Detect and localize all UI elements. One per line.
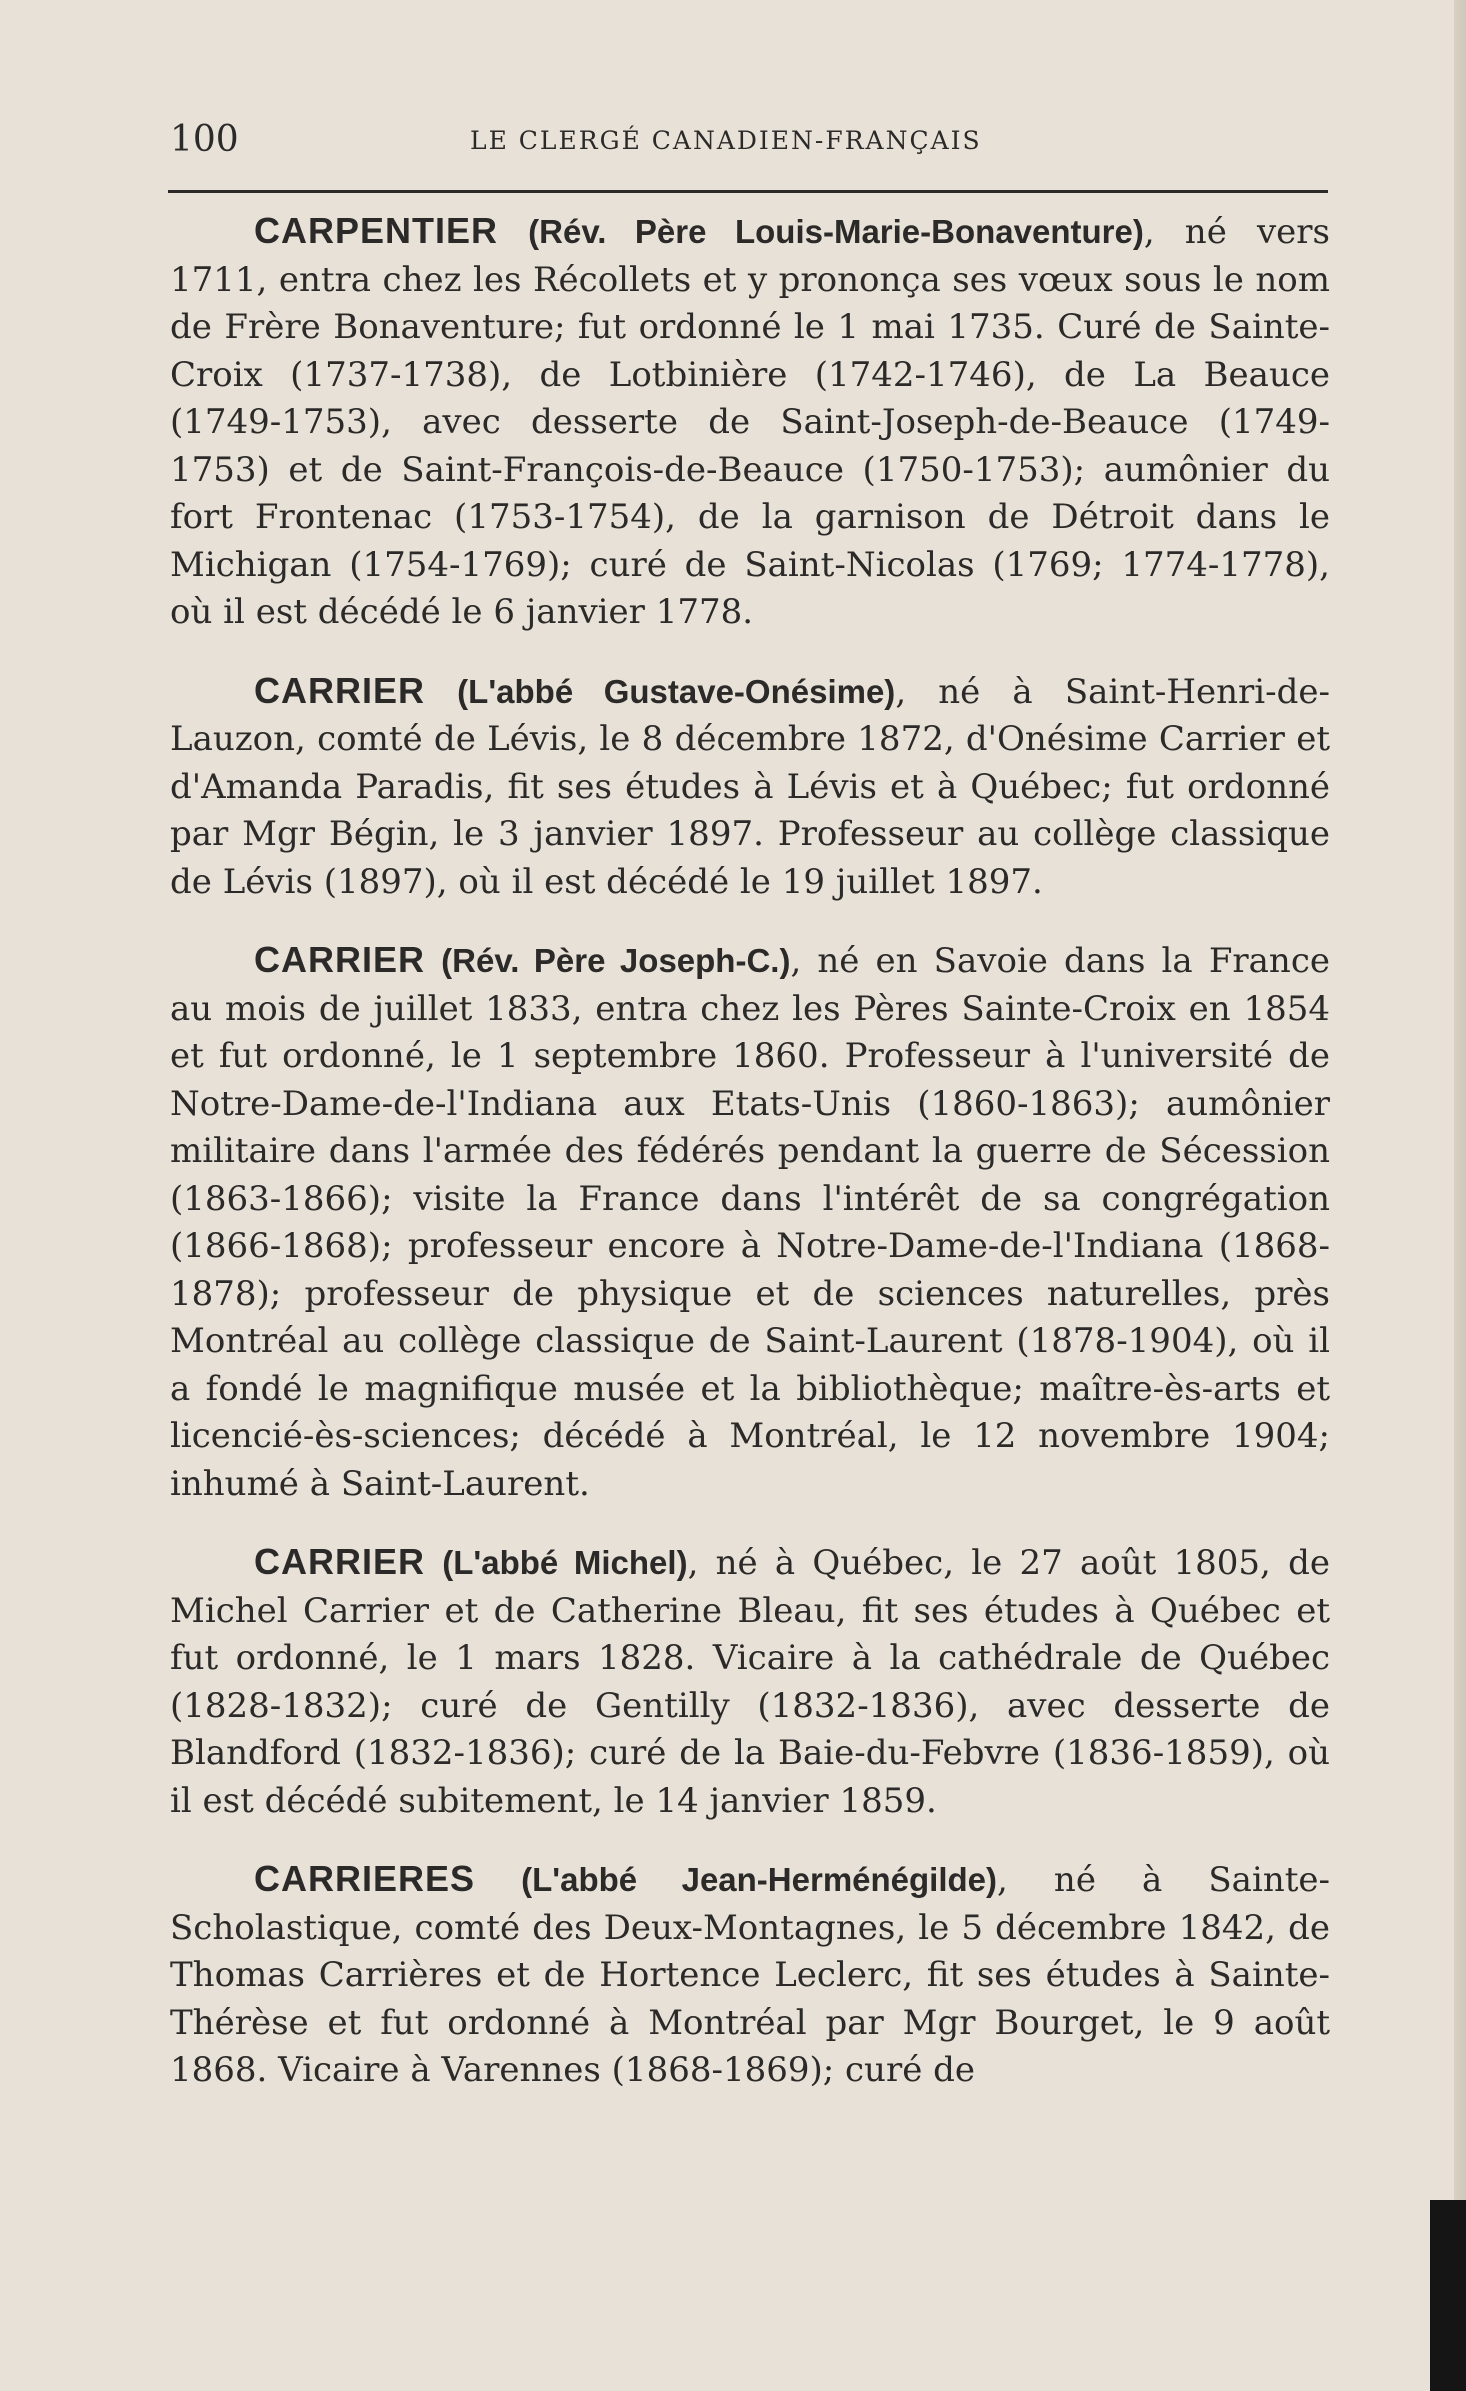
entry-subtitle: (Rév. Père Joseph-C.) — [441, 942, 791, 979]
entry-name: CARRIER — [254, 1541, 426, 1582]
entry-carrier-michel — [170, 1538, 1330, 1825]
entry-body: , né en Savoie dans la France au mois de juillet 1833, entra chez les Pères Sainte-Croix en 1854 et fut ordonné, le 1 septembre 1860. Professeur à l'université de Notre-Dame-de-l'Indiana aux Etats-Unis (1860-1863); aumônier militaire dans l'armée des fédérés pendant la guerre de Sécession (1863-1866); visite la France dans l'intérêt de sa congrégation (1866-1868); professeur encore à Notre-Dame-de-l'Indiana (1868-1878); professeur de physique et de sciences naturelles, près Montréal au collège classique de Saint-Laurent (1878-1904), où il a fondé le magnifique musée et la bibliothèque; maître-ès-arts et licencié-ès-sciences; décédé à Montréal, le 12 novembre 1904; inhumé à Saint-Laurent. — [170, 941, 1330, 1504]
entry-subtitle: (L'abbé Michel) — [442, 1544, 688, 1581]
entry-carrieres — [170, 1855, 1330, 2095]
entry-subtitle: (Rév. Père Louis-Marie-Bonaventure) — [528, 213, 1144, 250]
entry-body: , né à Saint-Henri-de-Lauzon, comté de Lévis, le 8 décembre 1872, d'Onésime Carrier et d'Amanda Paradis, fit ses études à Lévis et à Québec; fut ordonné par Mgr Bégin, le 3 janvier 1897. Professeur au collège classique de Lévis (1897), où il est décédé le 19 juillet 1897. — [170, 671, 1330, 902]
page-header — [170, 119, 1330, 172]
entry-name: CARRIER — [254, 669, 426, 711]
entry-name: CARRIER — [254, 939, 426, 980]
page-edge-right — [1454, 0, 1466, 2391]
entry-name: CARRIERES — [254, 1858, 476, 1899]
entry-carpentier — [170, 207, 1330, 637]
page-number: 100 — [170, 119, 239, 160]
entries-list — [170, 207, 1330, 2125]
header-rule — [168, 190, 1328, 193]
entry-subtitle: (L'abbé Gustave-Onésime) — [457, 672, 896, 710]
entry-body: , né à Sainte-Scholastique, comté des Deux-Montagnes, le 5 décembre 1842, de Thomas Carrières et de Hortence Leclerc, fit ses études à Sainte-Thérèse et fut ordonné à Montréal par Mgr Bourget, le 9 août 1868. Vicaire à Varennes (1868-1869); curé de — [170, 1860, 1330, 2090]
page-edge-shadow — [1430, 2200, 1466, 2391]
entry-subtitle: (L'abbé Jean-Herménégilde) — [521, 1861, 998, 1898]
entry-body: , né à Québec, le 27 août 1805, de Michel Carrier et de Catherine Bleau, fit ses études à Québec et fut ordonné, le 1 mars 1828. Vicaire à la cathédrale de Québec (1828-1832); curé de Gentilly (1832-1836), avec desserte de Blandford (1832-1836); curé de la Baie-du-Febvre (1836-1859), où il est décédé subitement, le 14 janvier 1859. — [170, 1543, 1330, 1821]
running-title: LE CLERGÉ CANADIEN-FRANÇAIS — [470, 126, 982, 155]
entry-carrier-gustave — [170, 667, 1330, 907]
entry-body: , né vers 1711, entra chez les Récollets et y prononça ses vœux sous le nom de Frère Bonaventure; fut ordonné le 1 mai 1735. Curé de Sainte-Croix (1737-1738), de Lotbinière (1742-1746), de La Beauce (1749-1753), avec desserte de Saint-Joseph-de-Beauce (1749-1753) et de Saint-François-de-Beauce (1750-1753); aumônier du fort Frontenac (1753-1754), de la garnison de Détroit dans le Michigan (1754-1769); curé de Saint-Nicolas (1769; 1774-1778), où il est décédé le 6 janvier 1778. — [170, 212, 1330, 632]
entry-carrier-joseph — [170, 936, 1330, 1508]
entry-name: CARPENTIER — [254, 210, 499, 251]
